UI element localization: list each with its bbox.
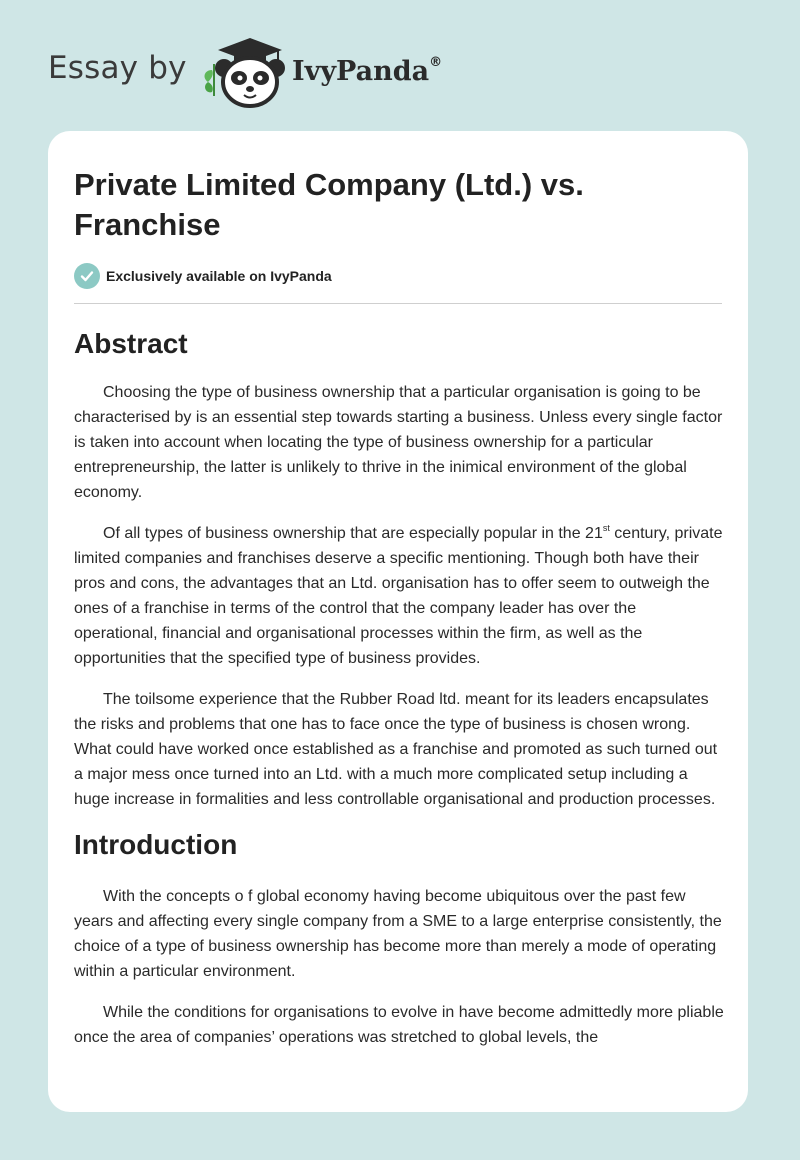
essay-by-label: Essay by xyxy=(48,50,187,86)
registered-mark: ® xyxy=(429,55,443,70)
essay-card xyxy=(48,131,748,1112)
exclusive-label: Exclusively available on IvyPanda xyxy=(106,268,332,284)
panda-logo-icon[interactable] xyxy=(198,34,290,110)
page-title: Private Limited Company (Ltd.) vs. Franchise xyxy=(74,167,584,242)
brand-name[interactable]: IvyPanda® xyxy=(292,55,443,87)
ivy-leaf-icon xyxy=(205,64,214,96)
section-heading-introduction: Introduction xyxy=(74,829,238,860)
paragraph: While the conditions for organisations to evolve in have become admittedly more pliable once the area of companies’ operations was stretched to global levels, the xyxy=(74,1004,724,1046)
paragraph: Choosing the type of business ownership that a particular organisation is going to be characterised by is an essential step towards starting a business. Unless every single factor is taken into account when locating the type of business ownership for a particular entrepreneurship, the latter is unlikely to thrive in the inimical environment of the global economy. xyxy=(74,384,723,501)
paragraph: With the concepts o f global economy having become ubiquitous over the past few years and affecting every single company from a SME to a large enterprise consistently, the choice of a type of business ownership has become more than merely a mode of operating within a particular environment. xyxy=(74,888,722,980)
paragraph: The toilsome experience that the Rubber Road ltd. meant for its leaders encapsulates the risks and problems that one has to face once the type of business is chosen wrong. What could have worked once established as a franchise and promoted as such turned out a major mess once turned into an Ltd. with a much more complicated setup including a huge increase in formalities and less controllable organisational and production processes. xyxy=(74,691,718,808)
divider xyxy=(74,303,722,304)
section-heading-abstract: Abstract xyxy=(74,328,188,359)
paragraph: Of all types of business ownership that are especially popular in the 21st century, private limited companies and franchises deserve a specific mentioning. Though both have their pros and cons, the advantages that an Ltd. organisation has to offer seem to outweigh the ones of a franchise in terms of the control that the company leader has over the operational, financial and organisational processes within the firm, as well as the opportunities that the specified type of business provides. xyxy=(74,522,723,667)
check-icon xyxy=(74,263,100,289)
essay-body xyxy=(74,327,724,1066)
exclusive-badge xyxy=(74,263,332,289)
site-header xyxy=(0,0,800,130)
